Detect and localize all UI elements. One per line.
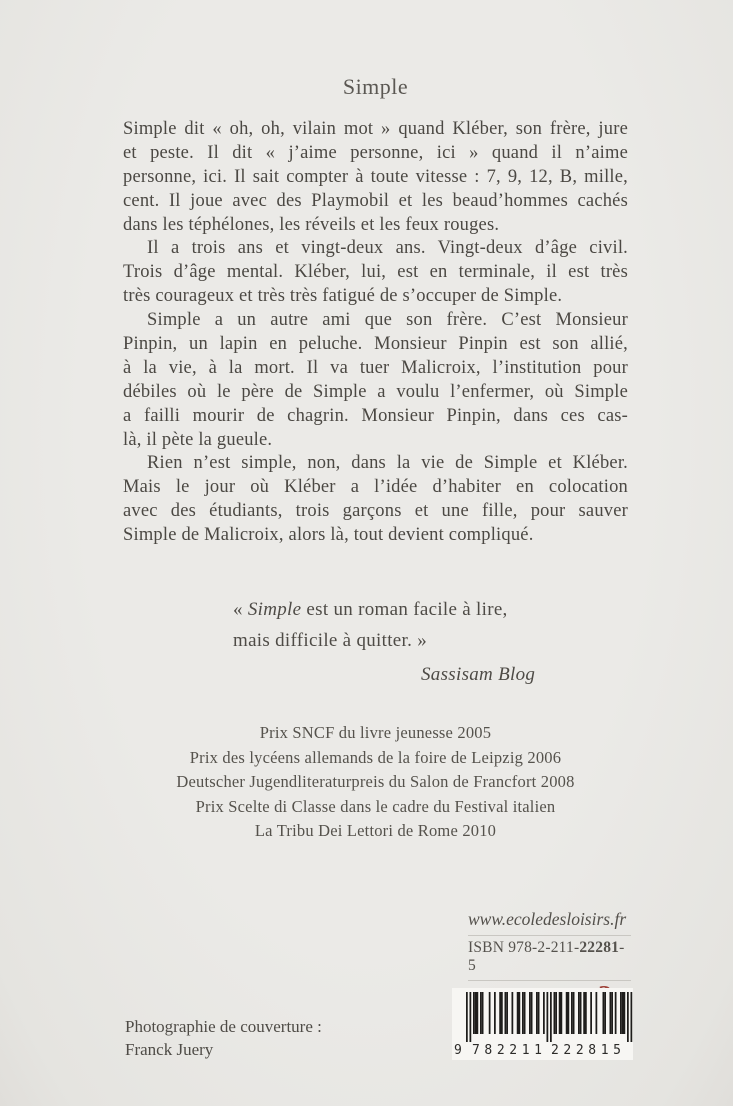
synopsis-line: Trois d’âge mental. Kléber, lui, est en terminale, il est très [123,262,628,283]
review-quote-line2: mais difficile à quitter. » [233,630,428,651]
award-item: Deutscher Jugendliteraturpreis du Salon de Francfort 2008 [176,772,575,792]
synopsis-line: Simple dit « oh, oh, vilain mot » quand Kléber, son frère, jure [123,119,628,139]
synopsis-line: a failli mourir de chagrin. Monsieur Pinpin, dans ces cas- [123,405,628,426]
review-quote-line1: « Simple est un roman facile à lire, [233,599,508,620]
synopsis-line: personne, ici. Il sait compter à toute vitesse : 7, 9, 12, B, mille, [123,166,628,187]
synopsis-line: cent. Il joue avec des Playmobil et les beaud’hommes cachés [123,190,628,211]
synopsis-line: là, il pète la gueule. [123,429,273,450]
synopsis-line: très courageux et très très fatigué de s’occuper de Simple. [123,286,563,307]
award-item: La Tribu Dei Lettori de Rome 2010 [254,821,497,841]
synopsis-line: et peste. Il dit « j’aime personne, ici » quand il n’aime [123,142,628,163]
synopsis [123,118,628,548]
synopsis-line: Il a trois ans et vingt-deux ans. Vingt-deux d’âge civil. [147,238,628,259]
synopsis-line: Simple de Malicroix, alors là, tout devient compliqué. [123,525,534,546]
review-quote [233,594,535,690]
award-item: Prix des lycéens allemands de la foire de Leipzig 2006 [189,747,562,767]
synopsis-line: avec des étudiants, trois garçons et une fille, pour sauver [123,501,628,522]
synopsis-line: Mais le jour où Kléber a l’idée d’habiter en colocation [123,477,628,498]
quoted-book-title: Simple [247,599,302,620]
synopsis-line: Simple a un autre ami que son frère. C’est Monsieur [147,310,628,331]
award-item: Prix Scelte di Classe dans le cadre du Festival italien [195,796,556,816]
credit-line2: Franck Juery [125,1039,214,1059]
barcode [452,988,633,1060]
credit-line1: Photographie de couverture : [125,1017,322,1036]
awards-list [123,721,628,844]
barcode-left-digits: 782211 [472,1043,542,1058]
barcode-first-digit: 9 [454,1043,462,1058]
synopsis-line: dans les téphélones, les réveils et les feux rouges. [123,214,500,235]
barcode-svg [452,988,633,1058]
barcode-right-digits: 222815 [551,1043,621,1058]
synopsis-line: Rien n’est simple, non, dans la vie de Simple et Kléber. [147,453,628,474]
book-title: Simple [342,74,409,99]
cover-photo-credit [125,1016,322,1061]
publisher-website: www.ecoledesloisirs.fr [468,906,631,936]
isbn: ISBN 978-2-211-22281-5 [468,936,631,981]
synopsis-line: Pinpin, un lapin en peluche. Monsieur Pinpin est son allié, [123,334,628,355]
quote-attribution: Sassisam Blog [421,664,536,685]
synopsis-line: débiles où le père de Simple a voulu l’enfermer, où Simple [123,381,628,402]
synopsis-line: à la vie, à la mort. Il va tuer Malicroix, l’institution pour [123,357,628,378]
award-item: Prix SNCF du livre jeunesse 2005 [259,723,492,742]
